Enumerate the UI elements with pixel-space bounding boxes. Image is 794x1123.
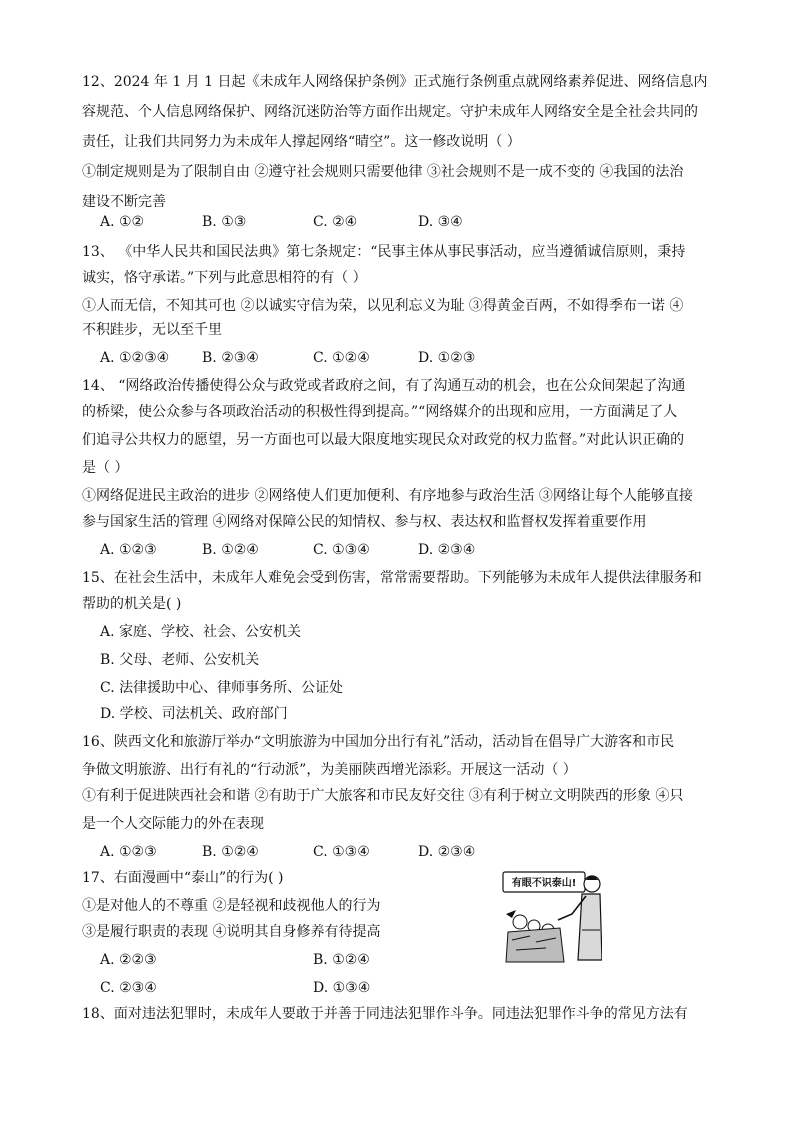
q17-line-3: ③是履行职责的表现 ④说明其自身修养有待提高 <box>82 924 381 940</box>
q14-option-c[interactable]: C. ①③④ <box>313 542 370 558</box>
q14-line-5: ①网络促进民主政治的进步 ②网络使人们更加便利、有序地参与政治生活 ③网络让每个人能够直接 <box>82 488 693 504</box>
q12-line-5: 建设不断完善 <box>82 194 166 210</box>
q16-option-c[interactable]: C. ①③④ <box>313 844 370 860</box>
q12-line-2: 容规范、个人信息网络保护、网络沉迷防治等方面作出规定。守护未成年人网络安全是全社会共同的 <box>82 104 698 120</box>
q17-option-c[interactable]: C. ②③④ <box>100 980 157 996</box>
q17-line-2: ①是对他人的不尊重 ②是轻视和歧视他人的行为 <box>82 898 381 914</box>
q13-option-b[interactable]: B. ②③④ <box>202 350 259 366</box>
figure-coat <box>578 894 602 960</box>
q12-option-a[interactable]: A. ①② <box>100 214 145 230</box>
q16-line-3: ①有利于促进陕西社会和谐 ②有助于广大旅客和市民友好交往 ③有利于树立文明陕西的形象 ④只 <box>82 788 684 804</box>
q14-option-d[interactable]: D. ②③④ <box>418 542 476 558</box>
q14-option-a[interactable]: A. ①②③ <box>100 542 157 558</box>
q16-option-b[interactable]: B. ①②④ <box>202 844 259 860</box>
q17-option-b[interactable]: B. ①②④ <box>313 952 370 968</box>
q17-option-d[interactable]: D. ①③④ <box>313 980 371 996</box>
q12-line-4: ①制定规则是为了限制自由 ②遵守社会规则只需要他律 ③社会规则不是一成不变的 ④我国的法治 <box>82 164 684 180</box>
q12-option-d[interactable]: D. ③④ <box>418 214 463 230</box>
q14-line-2: 的桥梁，使公众参与各项政治活动的积极性得到提高。”“网络媒介的出现和应用，一方面满足了人 <box>82 404 678 420</box>
q14-line-1: 14、 “网络政治传播使得公众与政党或者政府之间，有了沟通互动的机会，也在公众间架起了沟通 <box>82 378 686 394</box>
q13-line-1: 13、 《中华人民共和国民法典》第七条规定：“民事主体从事民事活动，应当遵循诚信原则，秉持 <box>82 244 686 260</box>
q15-line-2: 帮助的机关是( ) <box>82 596 182 612</box>
q13-line-3: ①人而无信，不知其可也 ②以诚实守信为荣，以见利忘义为耻 ③得黄金百两，不如得季布一诺 ④ <box>82 298 684 314</box>
q15-option-d[interactable]: D. 学校、司法机关、政府部门 <box>100 706 288 722</box>
q15-line-1: 15、在社会生活中，未成年人难免会受到伤害，常常需要帮助。下列能够为未成年人提供法律服务和 <box>82 570 702 586</box>
q15-option-b[interactable]: B. 父母、老师、公安机关 <box>100 652 260 668</box>
q13-option-c[interactable]: C. ①②④ <box>313 350 370 366</box>
q17-option-a[interactable]: A. ②②③ <box>100 952 157 968</box>
q13-line-4: 不积跬步，无以至千里 <box>82 322 222 338</box>
crowd-group <box>506 910 564 962</box>
q14-line-4: 是（ ） <box>82 460 129 476</box>
q16-option-a[interactable]: A. ①②③ <box>100 844 157 860</box>
q14-option-b[interactable]: B. ①②④ <box>202 542 259 558</box>
q16-line-2: 争做文明旅游、出行有礼的“行动派”，为美丽陕西增光添彩。开展这一活动（ ） <box>82 762 577 778</box>
cartoon-caption: 有眼不识泰山! <box>511 878 577 889</box>
q12-option-c[interactable]: C. ②④ <box>313 214 358 230</box>
q14-line-6: 参与国家生活的管理 ④网络对保障公民的知情权、参与权、表达权和监督权发挥着重要作用 <box>82 514 647 530</box>
q12-line-3: 责任，让我们共同努力为未成年人撑起网络“晴空”。这一修改说明（ ） <box>82 134 521 150</box>
q16-line-1: 16、陕西文化和旅游厅举办“文明旅游为中国加分出行有礼”活动，活动旨在倡导广大游客和市民 <box>82 734 675 750</box>
q17-line-1: 17、右面漫画中“泰山”的行为( ) <box>82 870 284 886</box>
q14-line-3: 们追寻公共权力的愿望，另一方面也可以最大限度地实现民众对政党的权力监督。”对此认识正确的 <box>82 432 685 448</box>
q12-line-1: 12、2024 年 1 月 1 日起《未成年人网络保护条例》正式施行条例重点就网络素养促进、网络信息内 <box>82 74 708 90</box>
q13-line-2: 诚实，恪守承诺。”下列与此意思相符的有（ ） <box>82 270 367 286</box>
q13-option-d[interactable]: D. ①②③ <box>418 350 476 366</box>
q12-option-b[interactable]: B. ①③ <box>202 214 247 230</box>
q18-line-1: 18、面对违法犯罪时，未成年人要敢于并善于同违法犯罪作斗争。同违法犯罪作斗争的常见方法有 <box>82 1006 688 1022</box>
q13-option-a[interactable]: A. ①②③④ <box>100 350 170 366</box>
q16-line-4: 是一个人交际能力的外在表现 <box>82 816 264 832</box>
q15-option-c[interactable]: C. 法律援助中心、律师事务所、公证处 <box>100 680 344 696</box>
q15-option-a[interactable]: A. 家庭、学校、社会、公安机关 <box>100 624 302 640</box>
q16-option-d[interactable]: D. ②③④ <box>418 844 476 860</box>
cartoon-illustration <box>502 870 602 966</box>
